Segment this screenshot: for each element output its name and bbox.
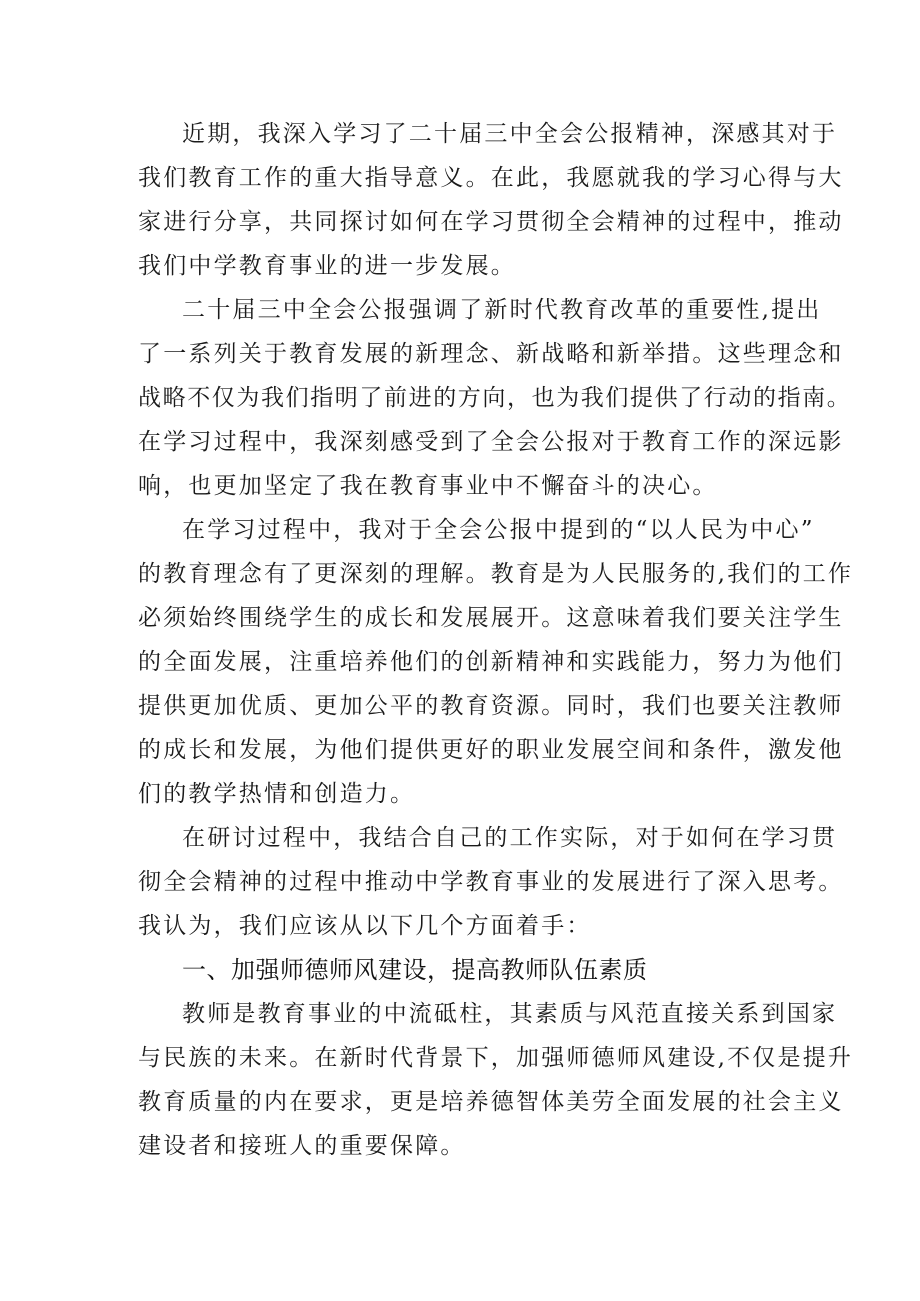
paragraph-3-line-4: 的全面发展，注重培养他们的创新精神和实践能力，努力为他们 <box>138 649 844 675</box>
paragraph-1-line-2: 我们教育工作的重大指导意义。在此，我愿就我的学习心得与大 <box>138 165 844 191</box>
paragraph-2-line-2: 了一系列关于教育发展的新理念、新战略和新举措。这些理念和 <box>138 341 844 367</box>
paragraph-1-line-1: 近期，我深入学习了二十届三中全会公报精神，深感其对于 <box>182 121 838 147</box>
paragraph-3-line-1: 在学习过程中，我对于全会公报中提到的“以人民为中心” <box>182 517 815 543</box>
paragraph-4-line-2: 彻全会精神的过程中推动中学教育事业的发展进行了深入思考。 <box>138 869 844 895</box>
paragraph-5-line-4: 建设者和接班人的重要保障。 <box>138 1133 466 1159</box>
paragraph-3-line-5: 提供更加优质、更加公平的教育资源。同时，我们也要关注教师 <box>138 693 844 719</box>
paragraph-3-line-2: 的教育理念有了更深刻的理解。教育是为人民服务的,我们的工作 <box>138 561 854 587</box>
paragraph-5-line-1: 教师是教育事业的中流砥柱，其素质与风范直接关系到国家 <box>182 1001 838 1027</box>
paragraph-5-line-3: 教育质量的内在要求，更是培养德智体美劳全面发展的社会主义 <box>138 1089 844 1115</box>
paragraph-4-line-1: 在研讨过程中，我结合自己的工作实际，对于如何在学习贯 <box>182 825 838 851</box>
paragraph-1-line-4: 我们中学教育事业的进一步发展。 <box>138 253 516 279</box>
paragraph-2-line-5: 响，也更加坚定了我在教育事业中不懈奋斗的决心。 <box>138 473 718 499</box>
paragraph-5-line-2: 与民族的未来。在新时代背景下，加强师德师风建设,不仅是提升 <box>138 1045 854 1071</box>
paragraph-1-line-3: 家进行分享，共同探讨如何在学习贯彻全会精神的过程中，推动 <box>138 209 844 235</box>
paragraph-3-line-3: 必须始终围绕学生的成长和发展展开。这意味着我们要关注学生 <box>138 605 844 631</box>
paragraph-3-line-7: 们的教学热情和创造力。 <box>138 781 416 807</box>
paragraph-3-line-6: 的成长和发展，为他们提供更好的职业发展空间和条件，激发他 <box>138 737 844 763</box>
section-heading: 一、加强师德师风建设，提高教师队伍素质 <box>182 956 648 984</box>
paragraph-2-line-4: 在学习过程中，我深刻感受到了全会公报对于教育工作的深远影 <box>138 429 844 455</box>
paragraph-2-line-1: 二十届三中全会公报强调了新时代教育改革的重要性,提出 <box>182 297 822 323</box>
paragraph-4-line-3: 我认为，我们应该从以下几个方面着手： <box>138 913 592 939</box>
paragraph-2-line-3: 战略不仅为我们指明了前进的方向，也为我们提供了行动的指南。 <box>138 385 852 411</box>
